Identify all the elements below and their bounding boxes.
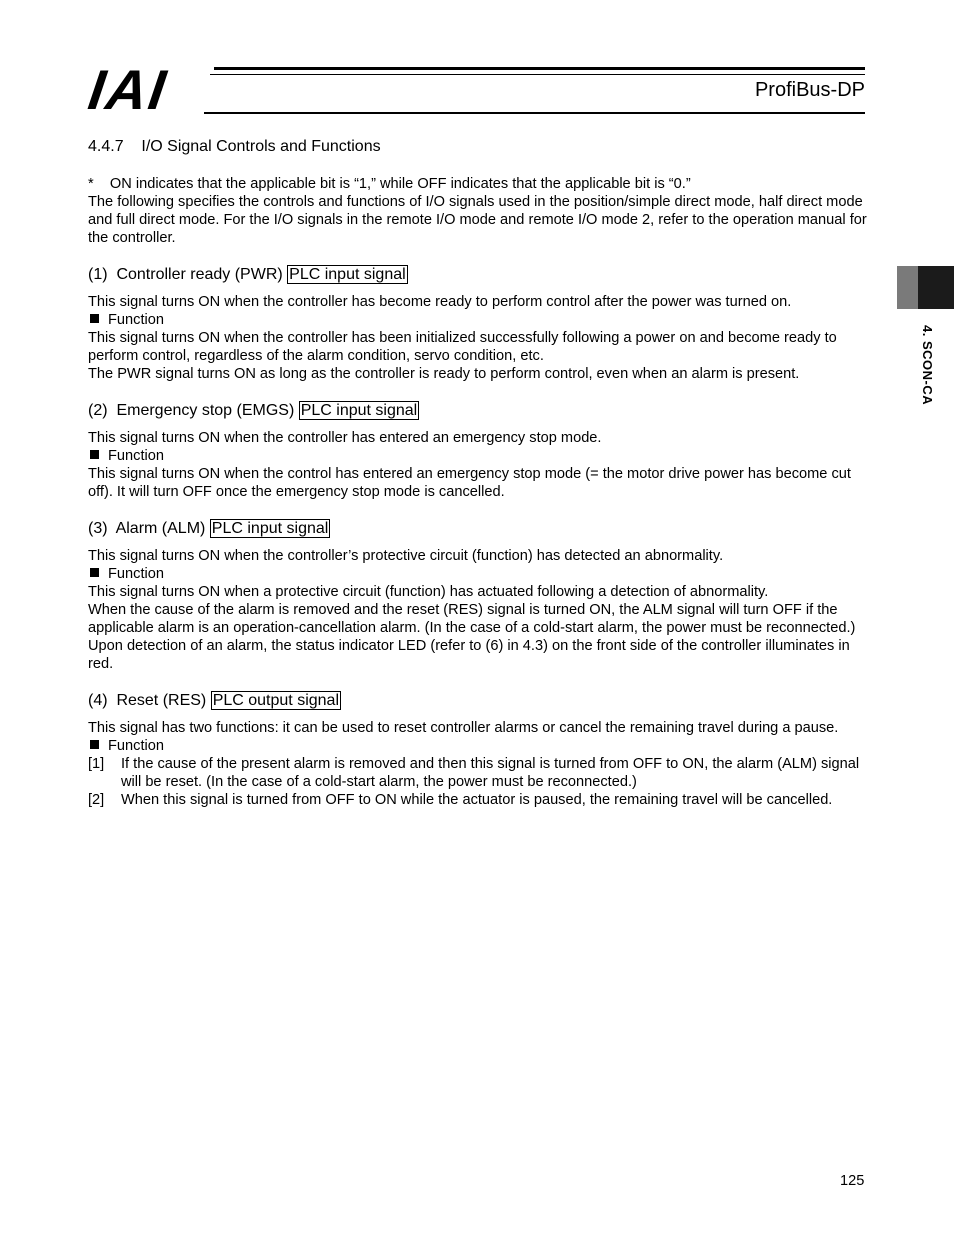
chapter-tab-gray [897,266,918,309]
section-intro: The following specifies the controls and functions of I/O signals used in the position/simple direct mode, half direct mode and full direct mode. For the I/O signals in the remote I/O mode and remote I/O mode 2, refer to the operation manual for the controller. [88,194,867,246]
page-number: 125 [840,1173,865,1189]
square-bullet-icon [90,568,99,577]
square-bullet-icon [90,450,99,459]
section-title: 4.4.7 I/O Signal Controls and Functions [88,138,381,155]
signal-summary: This signal turns ON when the controller has entered an emergency stop mode. [88,430,602,446]
function-text: When the cause of the alarm is removed and the reset (RES) signal is turned ON, the ALM signal will turn OFF if the applicable alarm is an operation-cancellation alarm. (In the case of a cold-start alarm, the power must be reconnected.) [88,602,856,636]
square-bullet-icon [90,740,99,749]
header-rule-thin [210,74,865,75]
item-text: When this signal is turned from OFF to ON while the actuator is paused, the remaining travel will be cancelled. [121,792,833,808]
signal-heading [88,401,868,421]
function-text: This signal turns ON when a protective circuit (function) has actuated following a detection of abnormality. [88,584,769,600]
function-list-item [88,755,868,791]
function-heading: Function [88,447,868,465]
signal-pwr [88,265,868,401]
item-number: [2] [88,792,105,808]
square-bullet-icon [90,314,99,323]
signal-emgs [88,401,868,519]
signal-heading-text: (2) Emergency stop (EMGS) [88,402,299,419]
signal-summary: This signal turns ON when the controller’s protective circuit (function) has detected an abnormality. [88,548,724,564]
signal-direction-tag: PLC output signal [212,692,339,709]
signal-alm [88,519,868,691]
main-content [88,137,868,809]
chapter-tab-black [918,266,954,309]
function-heading: Function [88,565,868,583]
function-text: The PWR signal turns ON as long as the controller is ready to perform control, even when an alarm is present. [88,366,800,382]
signal-heading [88,519,868,539]
signal-heading-text: (4) Reset (RES) [88,692,211,709]
signal-summary: This signal has two functions: it can be used to reset controller alarms or cancel the remaining travel during a pause. [88,720,839,736]
iai-logo: IAI [84,58,172,121]
signal-heading [88,265,868,285]
signal-summary: This signal turns ON when the controller has become ready to perform control after the power was turned on. [88,294,792,310]
function-text: This signal turns ON when the controller has been initialized successfully following a power on and become ready to perform control, regardless of the alarm condition, servo condition, etc. [88,330,837,364]
item-number: [1] [88,756,105,772]
header-rule-bottom [204,112,865,114]
function-heading: Function [88,737,868,755]
chapter-label: 4. SCON-CA [920,325,935,406]
function-list-item [88,791,868,809]
item-text: If the cause of the present alarm is removed and then this signal is turned from OFF to ON, the alarm (ALM) signal will be reset. (In the case of a cold-start alarm, the power must be reconnected.) [121,756,860,790]
signal-res [88,691,868,809]
signal-direction-tag: PLC input signal [289,266,406,283]
function-text: Upon detection of an alarm, the status indicator LED (refer to (6) in 4.3) on the front side of the controller illuminates in red. [88,638,850,672]
bit-note: * ON indicates that the applicable bit is “1,” while OFF indicates that the applicable bit is “0.” [88,176,691,192]
header-rule-top [214,67,865,70]
signal-heading-text: (3) Alarm (ALM) [88,520,210,537]
signal-heading-text: (1) Controller ready (PWR) [88,266,288,283]
function-heading: Function [88,311,868,329]
product-name: ProfiBus-DP [754,79,865,101]
signal-heading [88,691,868,711]
function-text: This signal turns ON when the control has entered an emergency stop mode (= the motor drive power has become cut off). It will turn OFF once the emergency stop mode is cancelled. [88,466,851,500]
signal-direction-tag: PLC input signal [211,520,329,537]
signal-direction-tag: PLC input signal [300,402,418,419]
